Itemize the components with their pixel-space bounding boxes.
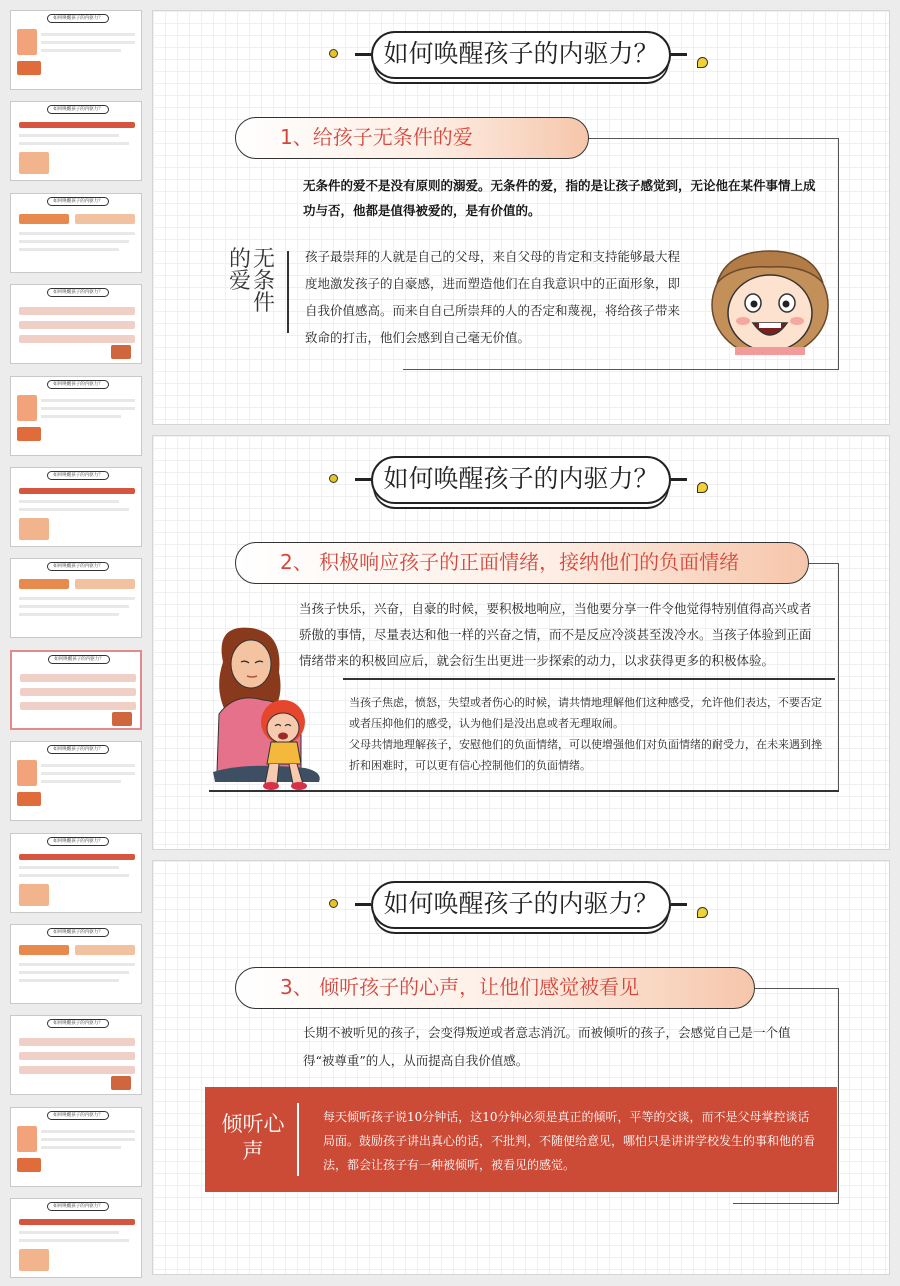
thumbnail-content — [19, 307, 135, 315]
slide-thumbnail[interactable] — [10, 193, 142, 273]
thumbnail-content — [41, 764, 135, 767]
thumbnail-content — [41, 772, 135, 775]
decor-dot-icon — [329, 49, 338, 58]
intro-bold-text: 无条件的爱不是没有原则的溺爱。无条件的爱，指的是让孩子感觉到，无论他在某件事情上成功与否，他都是值得被爱的，是有价值的。 — [303, 178, 816, 218]
thumbnail-content — [19, 597, 135, 600]
thumbnail-title: 如何唤醒孩子的内驱力？ — [47, 197, 109, 206]
thumbnail-content — [75, 579, 135, 589]
thumbnail-content — [19, 963, 135, 966]
body-text: 孩子最崇拜的人就是自己的父母，来自父母的肯定和支持能够最大程度地激发孩子的自豪感，进而塑造他们在自我意识中的正面形象，即自我价值感高。而来自自己所崇拜的人的否定和蔑视，将给孩子带来致命的打击，他们会感到自己毫无价值。 — [305, 249, 681, 345]
thumbnail-content — [19, 152, 49, 174]
slide-title: 如何唤醒孩子的内驱力？ — [371, 456, 671, 504]
thumbnail-content — [19, 321, 135, 329]
thumbnail-content — [19, 579, 69, 589]
thumbnail-content — [41, 49, 121, 52]
mother-child-illustration — [205, 622, 331, 792]
listen-callout — [205, 1087, 837, 1192]
thumbnail-content — [19, 884, 49, 906]
slide-thumbnail[interactable] — [10, 1198, 142, 1278]
thumbnail-content — [17, 29, 37, 55]
thumbnail-content — [41, 1138, 135, 1141]
decor-dot-icon — [697, 57, 708, 68]
slide-thumbnail[interactable] — [10, 741, 142, 821]
callout-divider — [297, 1103, 299, 1176]
slide-title: 如何唤醒孩子的内驱力？ — [371, 881, 671, 929]
thumbnail-content — [17, 427, 41, 441]
section-heading: 1、给孩子无条件的爱 — [235, 117, 589, 159]
slide-thumbnail[interactable] — [10, 284, 142, 364]
thumbnail-content — [19, 1066, 135, 1074]
thumbnail-content — [17, 61, 41, 75]
thumbnail-title: 如何唤醒孩子的内驱力？ — [47, 471, 109, 480]
thumbnail-content — [19, 945, 69, 955]
thumbnail-content — [19, 1239, 129, 1242]
thumbnail-content — [19, 214, 69, 224]
callout-label: 倾听心声 — [221, 1112, 285, 1163]
thumbnail-content — [19, 971, 129, 974]
thumbnail-content — [19, 122, 135, 128]
slide-thumbnail[interactable] — [10, 10, 142, 90]
thumbnail-content — [17, 792, 41, 806]
thumbnail-content — [19, 605, 129, 608]
decor-dot-icon — [697, 482, 708, 493]
thumbnail-content — [41, 41, 135, 44]
thumbnail-content — [19, 488, 135, 494]
thumbnail-content — [19, 500, 119, 503]
thumbnail-content — [20, 688, 136, 696]
thumbnail-content — [19, 142, 129, 145]
thumbnail-title: 如何唤醒孩子的内驱力？ — [47, 745, 109, 754]
slide-thumbnail[interactable] — [10, 924, 142, 1004]
thumbnail-title: 如何唤醒孩子的内驱力？ — [47, 14, 109, 23]
thumbnail-content — [20, 702, 136, 710]
thumbnail-content — [41, 415, 121, 418]
slide-title: 如何唤醒孩子的内驱力？ — [371, 31, 671, 79]
slide-2[interactable] — [152, 435, 890, 850]
empathy-text: 父母共情地理解孩子，安慰他们的负面情绪，可以使增强他们对负面情绪的耐受力，在未来遇到挫折和困难时，可以更有信心控制他们的负面情绪。 — [349, 738, 822, 772]
thumbnail-content — [41, 1130, 135, 1133]
slide-thumbnail[interactable] — [10, 101, 142, 181]
thumbnail-title: 如何唤醒孩子的内驱力？ — [47, 288, 109, 297]
positive-emotion-text: 当孩子快乐，兴奋，自豪的时候，要积极地响应，当他要分享一件令他觉得特别值得高兴或者骄傲的事情，尽量表达和他一样的兴奋之情，而不是反应冷淡甚至泼冷水。当孩子体验到正面情绪带来的积极回应后，就会衍生出更进一步探索的动力，以求获得更多的积极体验。 — [299, 601, 812, 668]
thumbnail-title: 如何唤醒孩子的内驱力？ — [47, 928, 109, 937]
thumbnail-content — [19, 518, 49, 540]
thumbnail-content — [17, 760, 37, 786]
thumbnail-content — [41, 399, 135, 402]
slide-thumbnail[interactable] — [10, 376, 142, 456]
thumbnail-content — [75, 214, 135, 224]
thumbnail-content — [19, 1231, 119, 1234]
thumbnail-content — [19, 613, 119, 616]
decor-dot-icon — [329, 474, 338, 483]
thumbnail-content — [19, 335, 135, 343]
section-heading: 2、 积极响应孩子的正面情绪，接纳他们的负面情绪 — [235, 542, 809, 584]
thumbnail-title: 如何唤醒孩子的内驱力？ — [47, 1019, 109, 1028]
thumbnail-content — [111, 1076, 131, 1090]
thumbnail-content — [20, 674, 136, 682]
thumbnail-title: 如何唤醒孩子的内驱力？ — [47, 380, 109, 389]
slide-thumbnail-rail — [0, 0, 150, 1286]
slide-3[interactable] — [152, 860, 890, 1275]
thumbnail-content — [41, 407, 135, 410]
thumbnail-content — [19, 134, 119, 137]
thumbnail-title: 如何唤醒孩子的内驱力？ — [47, 105, 109, 114]
slide-thumbnail[interactable] — [10, 467, 142, 547]
slide-thumbnail[interactable] — [10, 833, 142, 913]
thumbnail-title: 如何唤醒孩子的内驱力？ — [47, 1111, 109, 1120]
girl-illustration — [707, 243, 833, 355]
side-label-col2: 的 爱 — [229, 247, 252, 294]
thumbnail-title: 如何唤醒孩子的内驱力？ — [47, 562, 109, 571]
slide-1[interactable] — [152, 10, 890, 425]
thumbnail-content — [19, 854, 135, 860]
negative-emotion-text: 当孩子焦虑，愤怒，失望或者伤心的时候，请共情地理解他们这种感受，允许他们表达，不要否定或者压抑他们的感受，认为他们是没出息或者无理取闹。 — [349, 696, 822, 730]
thumbnail-content — [112, 712, 132, 726]
thumbnail-content — [19, 1052, 135, 1060]
slide-thumbnail[interactable] — [10, 650, 142, 730]
slide-thumbnail[interactable] — [10, 1015, 142, 1095]
thumbnail-content — [19, 866, 119, 869]
slide-thumbnail[interactable] — [10, 558, 142, 638]
decor-dot-icon — [697, 907, 708, 918]
thumbnail-content — [111, 345, 131, 359]
thumbnail-content — [19, 979, 119, 982]
thumbnail-content — [19, 232, 135, 235]
thumbnail-content — [19, 248, 119, 251]
decor-dot-icon — [329, 899, 338, 908]
thumbnail-title: 如何唤醒孩子的内驱力？ — [47, 1202, 109, 1211]
thumbnail-title: 如何唤醒孩子的内驱力？ — [47, 837, 109, 846]
thumbnail-content — [41, 33, 135, 36]
thumbnail-title: 如何唤醒孩子的内驱力？ — [48, 655, 110, 664]
thumbnail-content — [19, 874, 129, 877]
thumbnail-content — [19, 508, 129, 511]
thumbnail-content — [75, 945, 135, 955]
thumbnail-content — [19, 1249, 49, 1271]
thumbnail-content — [17, 1158, 41, 1172]
thumbnail-content — [41, 780, 121, 783]
thumbnail-content — [19, 1219, 135, 1225]
thumbnail-content — [17, 1126, 37, 1152]
thumbnail-content — [41, 1146, 121, 1149]
thumbnail-content — [19, 240, 129, 243]
body-text: 长期不被听见的孩子，会变得叛逆或者意志消沉。而被倾听的孩子，会感觉自己是一个值得“被尊重”的人，从而提高自我价值感。 — [303, 1025, 791, 1068]
divider-line — [287, 251, 289, 333]
section-heading: 3、 倾听孩子的心声，让他们感觉被看见 — [235, 967, 755, 1009]
slide-thumbnail[interactable] — [10, 1107, 142, 1187]
side-label-col1: 无 条 件 — [253, 247, 276, 316]
thumbnail-content — [19, 1038, 135, 1046]
thumbnail-content — [17, 395, 37, 421]
divider-line — [343, 678, 835, 680]
callout-text: 每天倾听孩子说10分钟话，这10分钟必须是真正的倾听，平等的交谈，而不是父母掌控谈话局面。鼓励孩子讲出真心的话，不批判，不随便给意见，哪怕只是讲讲学校发生的事和他的看法，都会让孩子有一种被倾听，被看见的感觉。 — [323, 1110, 816, 1172]
